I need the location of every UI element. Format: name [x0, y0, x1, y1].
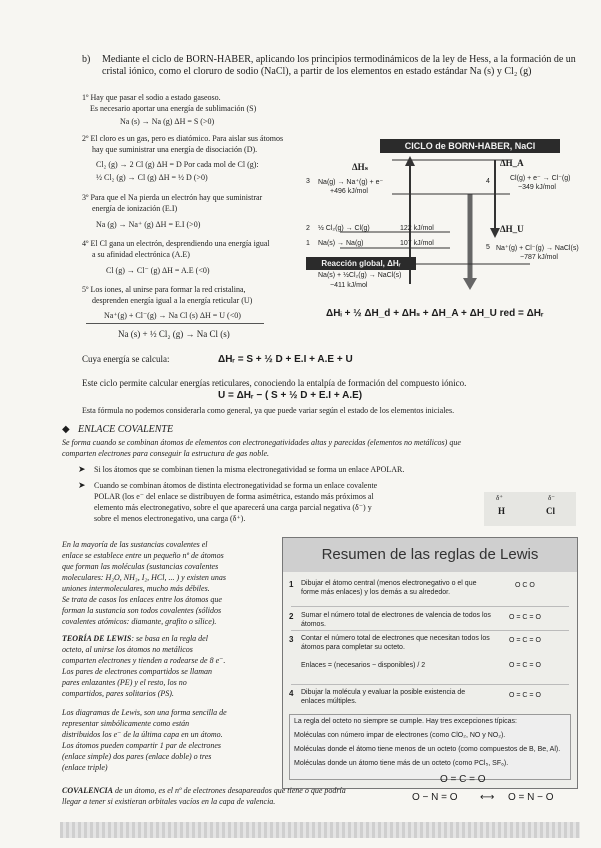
covalente-bullet-2-l4: sobre el menos electronegativo, una carga (δ⁺). — [94, 514, 246, 523]
covalente-intro-1: Se forma cuando se combinan átomos de elementos con electronegatividades altas y parecidas (elementos no metálicos) que — [62, 438, 461, 447]
lewis-theory-text-1: : se basa en la regla del — [131, 634, 208, 643]
half-cl-label: ½ Cl₂(g) → Cl(g) — [318, 225, 370, 232]
na-ionization-value: +496 kJ/mol — [330, 188, 368, 195]
rule3-text: Contar el número total de electrones que necesitan todos los átomos para completar su octeto. — [301, 635, 490, 651]
left-p2-l3: comparten electrones y tienden a rodearse de 8 e⁻. — [62, 656, 226, 665]
lewis-rules-title: Resumen de las reglas de Lewis — [283, 538, 577, 572]
global-reaction-banner: Reacción global, ΔHᵣ — [306, 257, 416, 270]
left-p3-l6: (enlace triple) — [62, 763, 108, 772]
diagram-num-3: 3 — [306, 178, 310, 185]
delta-h-s: ΔHₛ — [352, 162, 369, 172]
step5-title: 5º Los iones, al unirse para formar la red cristalina, — [82, 285, 246, 294]
na-sublimation-label: Na(s) → Na(g) — [318, 240, 364, 247]
note-line-3: Moléculas donde el átomo tiene menos de un octeto (como compuestos de B, Be, Al). — [294, 746, 561, 753]
left-p3-l3: distribuidos los e⁻ de la última capa en un átomo. — [62, 730, 223, 739]
left-p1-l4: moleculares: H₂O, NH₃, I₂, HCl, ... ) y existen unas — [62, 573, 227, 582]
cl-affinity-value: −349 kJ/mol — [518, 184, 556, 191]
delta-h-a: ΔH_A — [500, 158, 524, 168]
covalencia-line1 — [62, 786, 346, 795]
formula-lattice: U = ΔHᵣ − ( S + ½ D + E.I + A.E) — [218, 390, 363, 401]
lattice-value: −787 kJ/mol — [520, 254, 558, 261]
rule4-structure: O = C = O — [509, 662, 541, 669]
step1-equation: Na (s) → Na (g) ΔH = S (>0) — [120, 117, 215, 126]
global-value: −411 kJ/mol — [330, 282, 368, 289]
sum-equation: Na (s) + ½ Cl₂ (g) → Na Cl (s) — [118, 329, 230, 339]
left-p2-l5: pares enlazantes (PE) y el resto, los no — [62, 678, 187, 687]
rule5-text: Dibujar la molécula y evaluar la posible existencia de enlaces múltiples. — [301, 689, 466, 705]
covalente-heading: ENLACE COVALENTE — [78, 424, 174, 435]
step4-equation: Cl (g) → Cl⁻ (g) ΔH = A.E (<0) — [106, 266, 210, 275]
arrow-bullet-icon-1: ➤ — [78, 464, 86, 474]
left-p1-l2: enlace se establece entre un pequeño nº de átomos — [62, 551, 224, 560]
left-p3-l4: Los átomos pueden compartir 1 par de electrones — [62, 741, 222, 750]
left-p2-l4: Los pares de electrones compartidos se llaman — [62, 667, 213, 676]
covalencia-title: COVALENCIA — [62, 786, 113, 795]
step2-equation-1: Cl₂ (g) → 2 Cl (g) ΔH = D Por cada mol de Cl (g): — [96, 160, 259, 169]
left-p1-l3: que forman las moléculas (sustancias covalentes — [62, 562, 219, 571]
rule2-structure: O = C = O — [509, 614, 541, 621]
delta-plus-label: δ⁺ — [496, 494, 503, 502]
resonance-arrow-icon: ⟷ — [480, 792, 495, 803]
step5-sub: desprenden energía igual a la energía reticular (U) — [92, 296, 253, 305]
rule2-number: 2 — [289, 612, 294, 621]
cycle-equation: ΔHᵢ + ½ ΔH_d + ΔHₛ + ΔH_A + ΔH_U red = ΔHᵣ — [326, 308, 544, 319]
hcl-h-atom: H — [498, 506, 506, 516]
octet-exceptions-note — [289, 714, 571, 780]
born-haber-banner: CICLO de BORN-HABER, NaCl — [380, 139, 560, 153]
lewis-theory-title: TEORÍA DE LEWIS — [62, 634, 132, 643]
step3-title: 3º Para que el Na pierda un electrón hay que suministrar — [82, 193, 263, 202]
left-p1-l8: covalentes atómicos: diamante, grafito o sílice). — [62, 617, 217, 626]
cl-affinity-label: Cl(g) + e⁻ → Cl⁻(g) — [510, 175, 571, 182]
arrow-bullet-icon-2: ➤ — [78, 480, 86, 490]
left-p3-l1: Los diagramas de Lewis, son una forma sencilla de — [62, 708, 227, 717]
step2-sub: hay que suministrar una energía de disociación (D). — [92, 145, 258, 154]
rule-divider — [291, 630, 569, 631]
left-p2-l2: octeto, al unirse los átomos no metálicos — [62, 645, 193, 654]
rule-divider — [291, 684, 569, 685]
rule1-structure: O C O — [515, 582, 535, 589]
resonance-structure-b: O = N − O — [508, 792, 554, 803]
formula-intro: Cuya energía se calcula: — [82, 354, 170, 364]
na-sublimation-value: 107 kJ/mol — [400, 240, 434, 247]
rule-divider — [291, 606, 569, 607]
section-letter: b) — [82, 54, 91, 65]
step4-title: 4º El Cl gana un electrón, desprendiendo una energía igual — [82, 239, 270, 248]
lewis-rules-box — [282, 537, 578, 789]
covalencia-line2: llegar a tener si existieran orbitales vacíos en la capa de valencia. — [62, 797, 276, 806]
step2-equation-2: ½ Cl₂ (g) → Cl (g) ΔH = ½ D (>0) — [96, 173, 208, 182]
half-cl-value: 122 kJ/mol — [400, 225, 434, 232]
na-ionization-label: Na(g) → Na⁺(g) + e⁻ — [318, 179, 384, 186]
diamond-bullet-icon: ◆ — [62, 424, 70, 435]
covalente-intro-2: comparten electrones para conseguir la estructura de gas noble. — [62, 449, 270, 458]
rule1-text: Dibujar el átomo central (menos electronegativo o el que forme más enlaces) y los demás a su alrededor. — [301, 580, 477, 596]
delta-h-u: ΔH_U — [500, 224, 524, 234]
rule1-number: 1 — [289, 580, 294, 589]
co2-lewis-structure: O = C = O — [440, 774, 486, 785]
sum-rule — [86, 323, 264, 324]
left-p1-l6: Se trata de casos los enlaces entre los átomos que — [62, 595, 222, 604]
step5-equation: Na⁺(g) + Cl⁻(g) → Na Cl (s) ΔH = U (<0) — [104, 311, 241, 320]
left-p1-l7: forman la sustancia son todos covalentes (sólidos — [62, 606, 222, 615]
covalente-bullet-2-l3: elemento más electronegativo, sobre el que aparecerá una carga parcial negativa (δ⁻) y — [94, 503, 372, 512]
diagram-num-4: 4 — [486, 178, 490, 185]
rule5-structure: O = C = O — [509, 692, 541, 699]
global-equation: Na(s) + ½Cl₂(g) → NaCl(s) — [318, 272, 402, 279]
step1-sub: Es necesario aportar una energía de sublimación (S) — [90, 104, 257, 113]
rule2-text: Sumar el número total de electrones de valencia de todos los átomos. — [301, 612, 491, 628]
step4-sub: a su afinidad electrónica (A.E) — [92, 250, 190, 259]
lattice-label: Na⁺(g) + Cl⁻(g) → NaCl(s) — [496, 245, 579, 252]
left-p1-l1: En la mayoría de las sustancias covalentes el — [62, 540, 208, 549]
diagram-num-1: 1 — [306, 240, 310, 247]
rule3-structure: O = C = O — [509, 637, 541, 644]
formula-main: ΔHᵣ = S + ½ D + E.I + A.E + U — [218, 354, 353, 365]
formula-line1: Este ciclo permite calcular energías reticulares, conociendo la entalpía de formación del compuesto iónico. — [82, 378, 467, 388]
step3-sub: energía de ionización (E.I) — [92, 204, 178, 213]
left-p3-l2: representar simbólicamente como están — [62, 719, 190, 728]
left-p2-l6: compartidos, pares solitarios (PS). — [62, 689, 174, 698]
left-p1-l5: uniones intermoleculares, mucho más débiles. — [62, 584, 210, 593]
rule4-text: Enlaces = (necesarios − disponibles) / 2 — [301, 662, 426, 669]
step3-equation: Na (g) → Na⁺ (g) ΔH = E.I (>0) — [96, 220, 201, 229]
step1-title: 1º Hay que pasar el sodio a estado gaseoso. — [82, 93, 221, 102]
covalente-bullet-2-l2: POLAR (los e⁻ del enlace se distribuyen de forma asimétrica, estando más próximos al — [94, 492, 374, 501]
covalente-bullet-1: Si los átomos que se combinan tienen la misma electronegatividad se forma un enlace APOLAR. — [94, 465, 405, 474]
lewis-theory-line1 — [62, 634, 208, 643]
hcl-cl-atom: Cl — [546, 506, 555, 516]
note-line-2: Moléculas con número impar de electrones (como ClO₂, NO y NO₂). — [294, 732, 506, 739]
left-p3-l5: (enlace simple) dos pares (enlace doble) o tres — [62, 752, 212, 761]
formula-line2: Esta fórmula no podemos considerarla como general, ya que puede variar según el estado de los elementos iniciales. — [82, 406, 455, 415]
rule5-number: 4 — [289, 689, 294, 698]
delta-minus-label: δ⁻ — [548, 494, 555, 502]
covalencia-text-1: de un átomo, es el nº de electrones desapareados que tiene o que podría — [112, 786, 346, 795]
section-b-line1: Mediante el ciclo de BORN-HABER, aplicando los principios termodinámicos de la ley de Hess, a la formación de un — [102, 54, 576, 65]
scan-artifact-strip — [60, 822, 580, 838]
note-line-1: La regla del octeto no siempre se cumple. Hay tres excepciones típicas: — [294, 718, 517, 725]
step2-title: 2º El cloro es un gas, pero es diatómico. Para aislar sus átomos — [82, 134, 284, 143]
diagram-num-5: 5 — [486, 244, 490, 251]
note-line-4: Moléculas donde un átomo tiene más de un octeto (como PCl₅, SF₆). — [294, 760, 509, 767]
rule3-number: 3 — [289, 635, 294, 644]
section-b-line2: cristal iónico, como el cloruro de sodio (NaCl), a partir de los elementos en estado estándar Na (s) y Cl₂ (g) — [102, 66, 532, 77]
diagram-num-2: 2 — [306, 225, 310, 232]
resonance-structure-a: O − N = O — [412, 792, 458, 803]
covalente-bullet-2-l1: Cuando se combinan átomos de distinta electronegatividad se forma un enlace covalente — [94, 481, 378, 490]
